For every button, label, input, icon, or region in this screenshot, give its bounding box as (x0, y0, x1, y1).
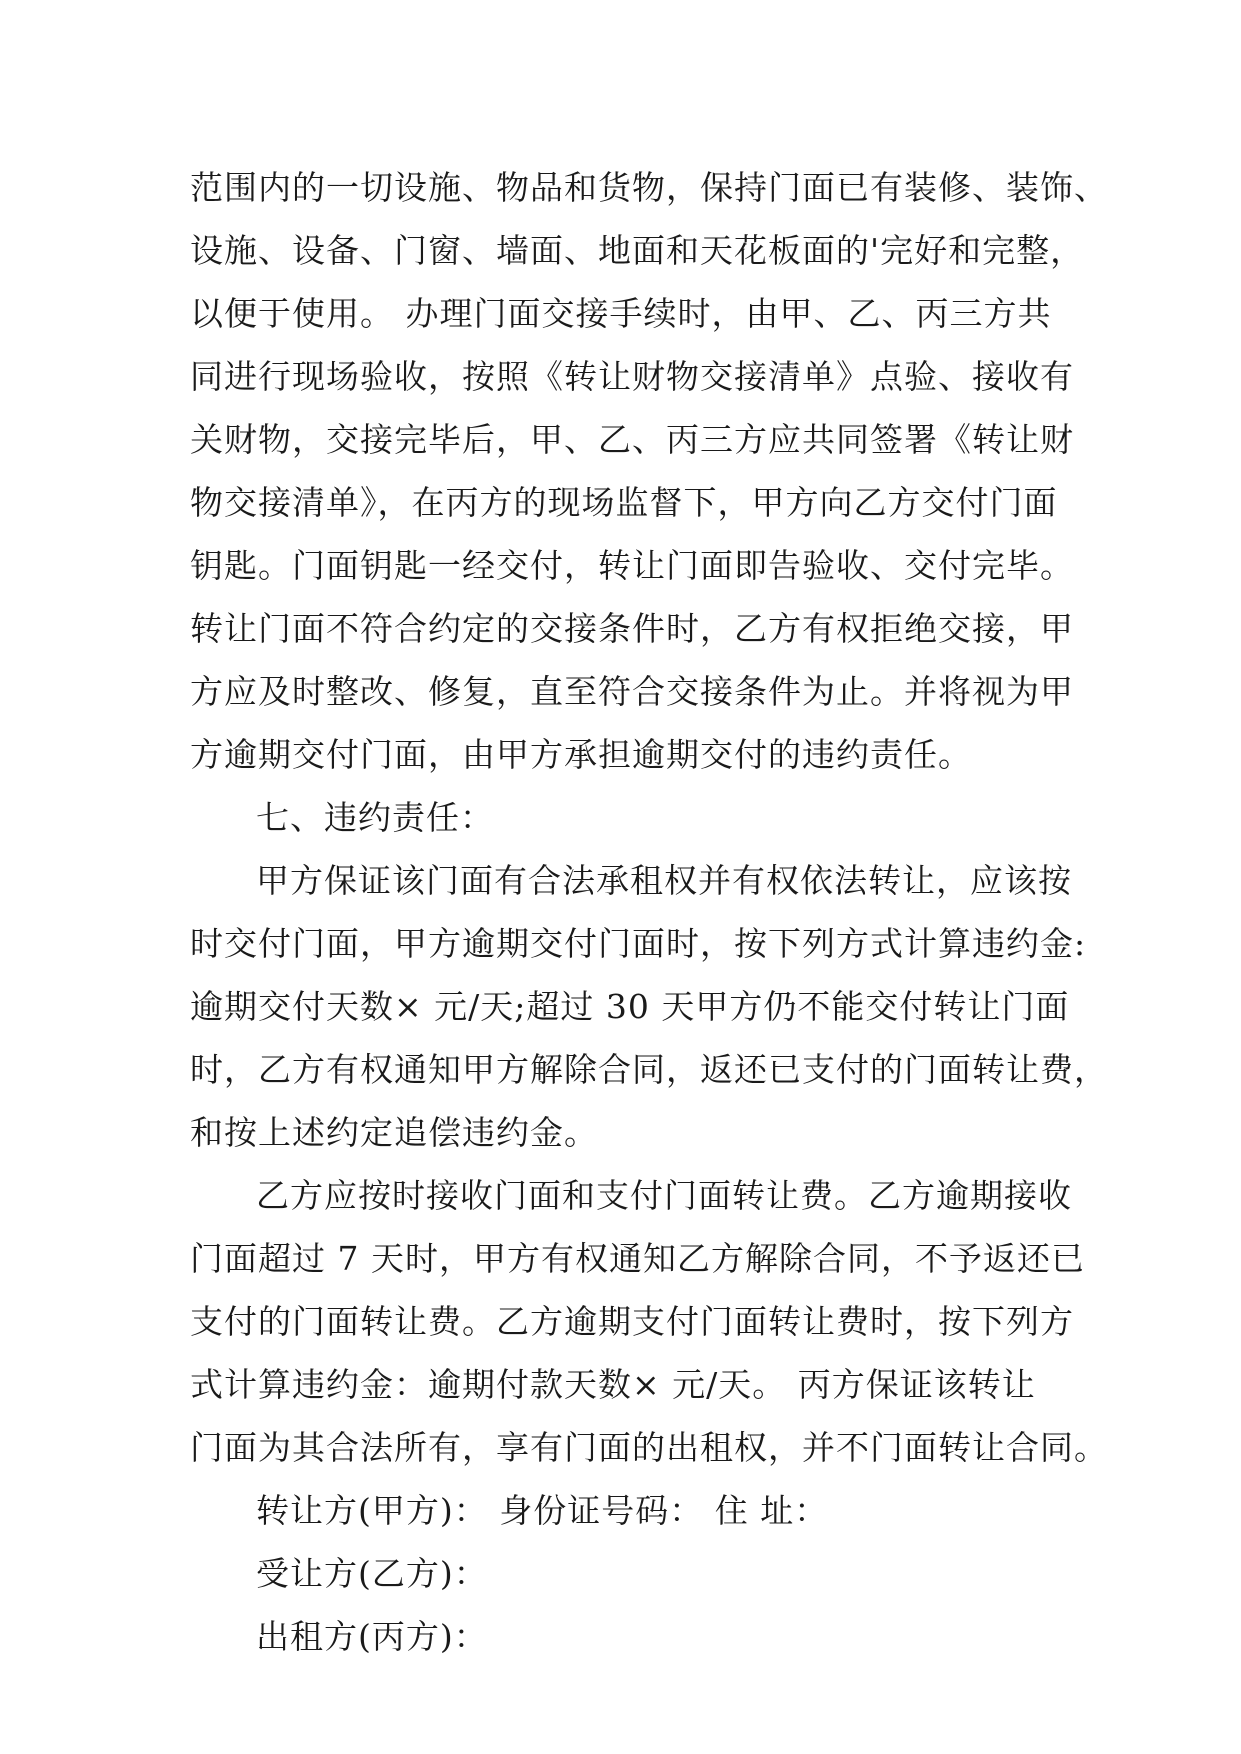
text-line: 设施、设备、门窗、墙面、地面和天花板面的'完好和完整， (190, 231, 1085, 270)
text-line: 以便于使用。 办理门面交接手续时，由甲、乙、丙三方共 (190, 294, 1052, 333)
text-line: 式计算违约金：逾期付款天数× 元/天。 丙方保证该转让 (190, 1365, 1036, 1404)
text-line: 范围内的一切设施、物品和货物，保持门面已有装修、装饰、 (190, 168, 1108, 207)
text-line: 和按上述约定追偿违约金。 (190, 1113, 598, 1152)
text-line: 门面超过 7 天时，甲方有权通知乙方解除合同，不予返还已 (190, 1239, 1085, 1278)
text-line: 方逾期交付门面，由甲方承担逾期交付的违约责任。 (190, 735, 972, 774)
text-line: 支付的门面转让费。乙方逾期支付门面转让费时，按下列方 (190, 1302, 1074, 1341)
text-line: 七、违约责任： (256, 798, 494, 837)
text-line: 转让门面不符合约定的交接条件时，乙方有权拒绝交接，甲 (190, 609, 1074, 648)
text-line: 门面为其合法所有，享有门面的出租权，并不门面转让合同。 (190, 1428, 1108, 1467)
text-line: 逾期交付天数× 元/天;超过 30 天甲方仍不能交付转让门面 (190, 987, 1070, 1026)
text-line: 出租方(丙方)： (256, 1617, 488, 1656)
contract-text-body (190, 156, 1108, 1668)
text-line: 时，乙方有权通知甲方解除合同，返还已支付的门面转让费， (190, 1050, 1108, 1089)
text-line: 甲方保证该门面有合法承租权并有权依法转让，应该按 (256, 861, 1072, 900)
text-line: 同进行现场验收，按照《转让财物交接清单》点验、接收有 (190, 357, 1074, 396)
text-line: 受让方(乙方)： (256, 1554, 488, 1593)
text-line: 时交付门面，甲方逾期交付门面时，按下列方式计算违约金: (190, 924, 1087, 963)
text-line: 关财物，交接完毕后，甲、乙、丙三方应共同签署《转让财 (190, 420, 1074, 459)
text-line: 方应及时整改、修复，直至符合交接条件为止。并将视为甲 (190, 672, 1074, 711)
text-line: 钥匙。门面钥匙一经交付，转让门面即告验收、交付完毕。 (190, 546, 1074, 585)
text-line: 乙方应按时接收门面和支付门面转让费。乙方逾期接收 (256, 1176, 1072, 1215)
text-line: 转让方(甲方)： 身份证号码： 住 址： (256, 1491, 829, 1530)
text-line: 物交接清单》，在丙方的现场监督下，甲方向乙方交付门面 (190, 483, 1058, 522)
